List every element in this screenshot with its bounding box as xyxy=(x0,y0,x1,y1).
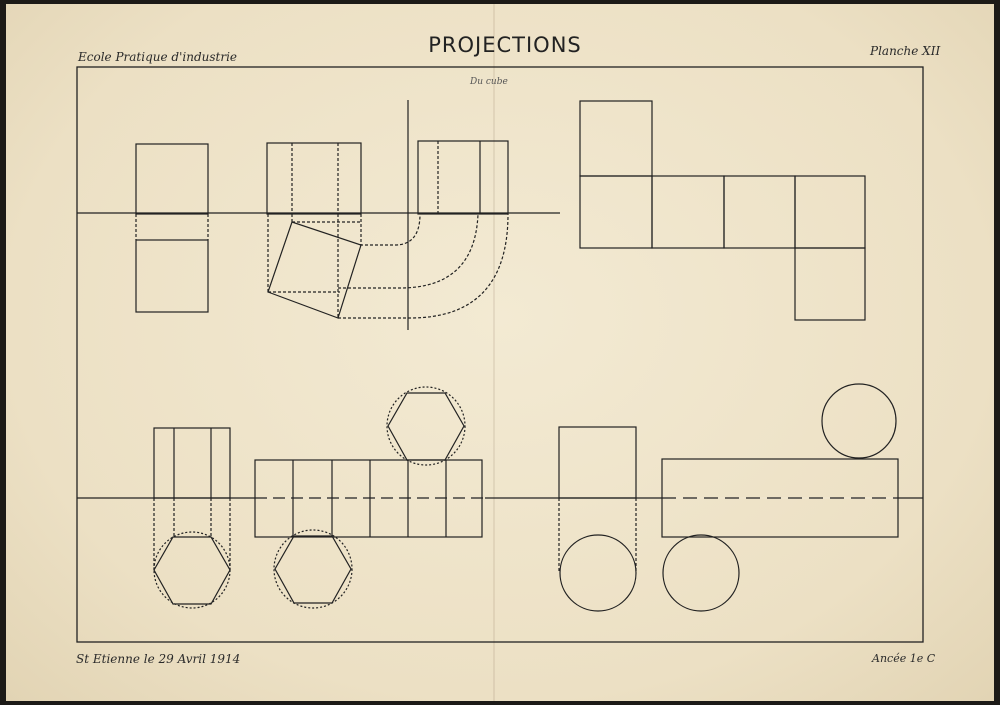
cube-projection-rotated xyxy=(267,141,508,318)
student-signature: Ancée 1e C xyxy=(872,652,936,665)
plate-number: Planche XII xyxy=(870,44,941,58)
school-name: Ecole Pratique d'industrie xyxy=(78,50,238,64)
cube-projection-simple xyxy=(136,144,208,312)
date-signature: St Etienne le 29 Avril 1914 xyxy=(76,652,241,666)
subtitle: Du cube xyxy=(470,77,508,87)
cylinder-projection xyxy=(559,427,636,611)
drawing-frame xyxy=(77,67,923,642)
page-title: PROJECTIONS xyxy=(428,33,582,57)
cube-net xyxy=(580,101,865,320)
hexagonal-prism-projection xyxy=(154,428,230,608)
